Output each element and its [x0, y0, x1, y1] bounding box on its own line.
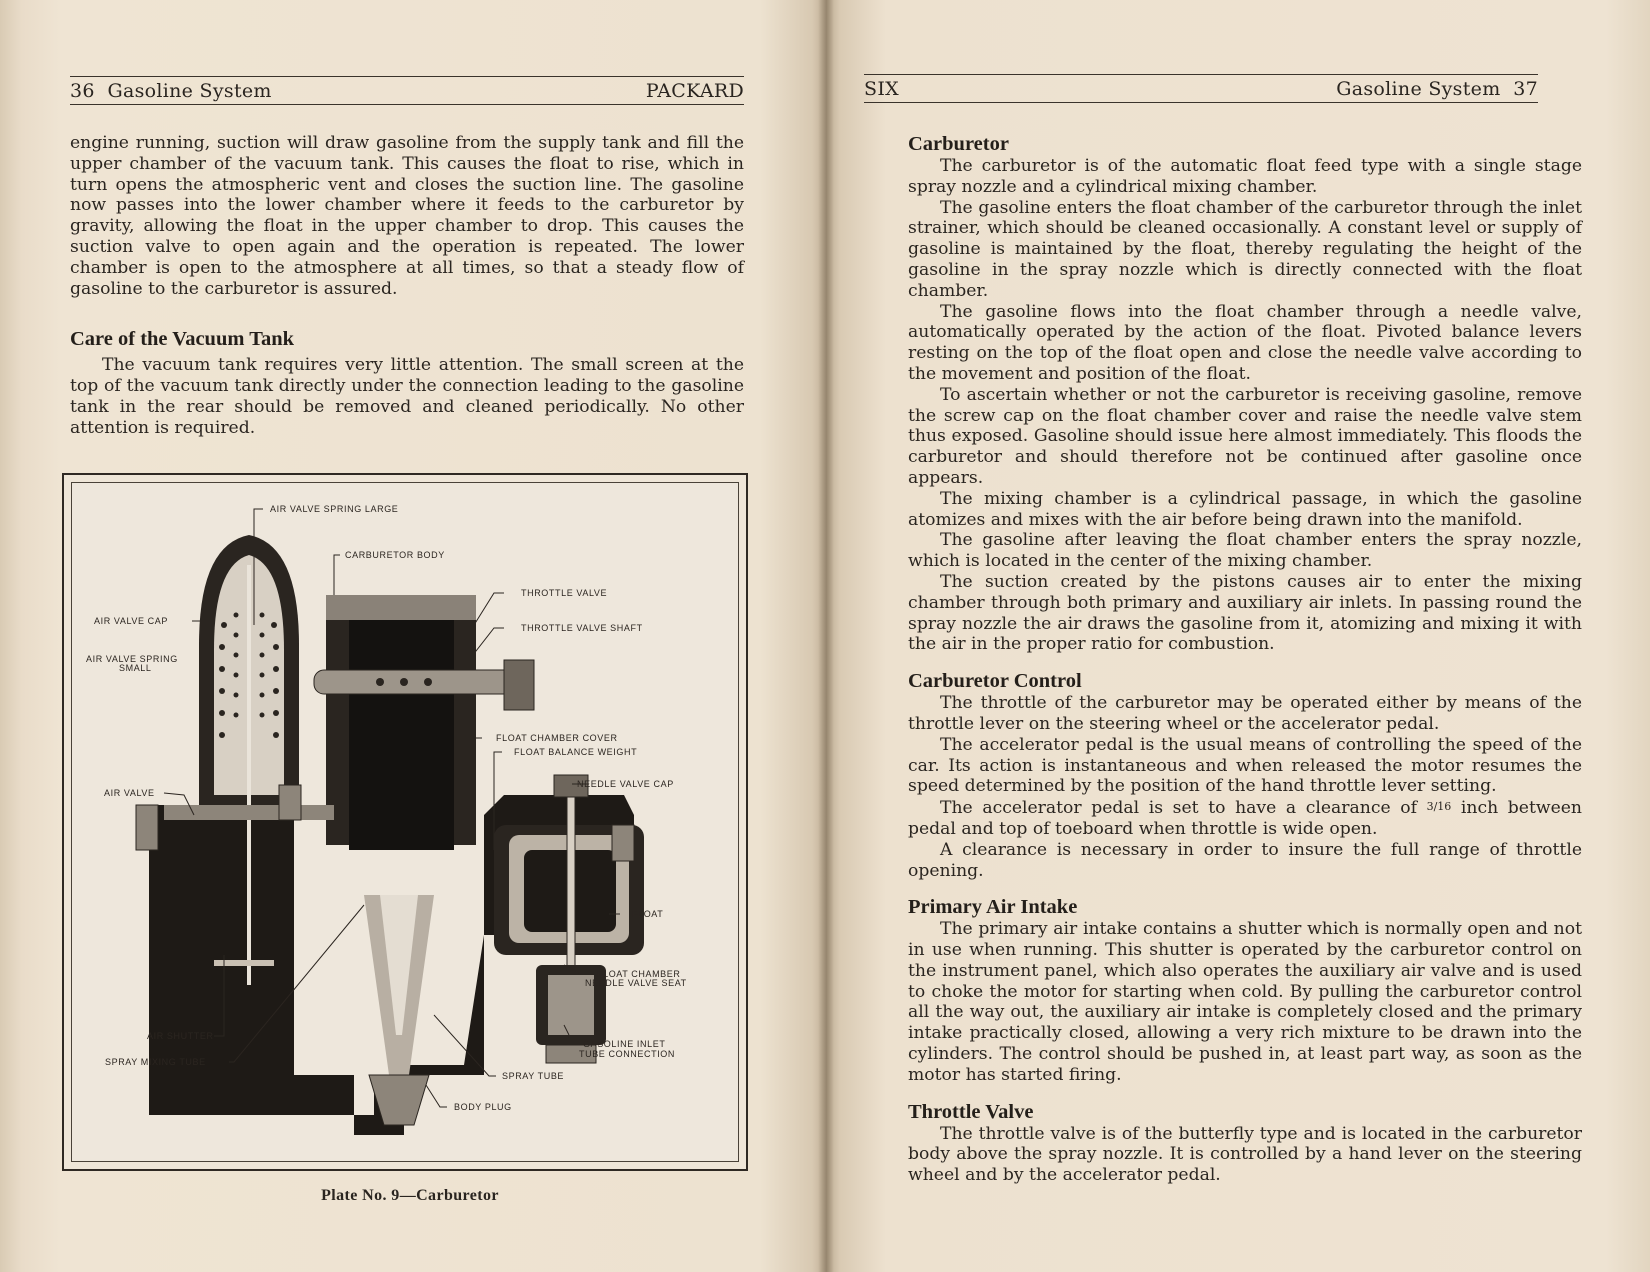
clearance-fraction: 3/16: [1426, 800, 1452, 814]
right-page-header: [864, 78, 1538, 103]
label-throttle-valve-shaft: THROTTLE VALVE SHAFT: [521, 623, 643, 633]
label-float-chamber-2: NEEDLE VALVE SEAT: [585, 978, 687, 988]
control-p2: The accelerator pedal is the usual means of controlling the speed of the car. Its action is instantaneous and when released the motor resumes the speed determined by the position of the hand throttle lever setting.: [908, 734, 1582, 797]
right-page: [826, 0, 1650, 1272]
label-float-chamber-1: FLOAT CHAMBER: [597, 969, 681, 979]
carburetor-p1: The carburetor is of the automatic float feed type with a single stage spray nozzle and a cylindrical mixing chamber.: [908, 156, 1582, 197]
label-air-valve: AIR VALVE: [104, 788, 155, 798]
control-p3: [908, 797, 1582, 840]
carburetor-p4: To ascertain whether or not the carburetor is receiving gasoline, remove the screw cap on the float chamber cover and raise the needle valve stem thus exposed. Gasoline should issue here almost immediately. This floods the carburetor and should therefore not be continued after gasoline once appears.: [908, 384, 1582, 488]
label-float-chamber-cover: FLOAT CHAMBER COVER: [496, 733, 618, 743]
carburetor-p7: The suction created by the pistons causes air to enter the mixing chamber through both primary and auxiliary air inlets. In passing round the spray nozzle the air draws the gasoline from it, atomizing and mixing it with the air in the proper ratio for combustion.: [908, 571, 1582, 655]
label-body-plug: BODY PLUG: [454, 1102, 512, 1112]
label-float-balance-weight: FLOAT BALANCE WEIGHT: [514, 747, 638, 757]
carburetor-control-heading: Carburetor Control: [908, 670, 1082, 693]
carburetor-heading: Carburetor: [908, 133, 1009, 155]
control-p3-after: inch between pedal and top of toeboard when throttle is wide open.: [908, 798, 1582, 839]
label-gasoline-inlet-2: TUBE CONNECTION: [579, 1049, 676, 1059]
carburetor-illustration: [64, 475, 746, 1169]
right-header-title: [1336, 78, 1538, 100]
throttle-valve-heading: Throttle Valve: [908, 1100, 1034, 1123]
control-p4: A clearance is necessary in order to insure the full range of throttle opening.: [908, 839, 1582, 881]
left-page-number: 36: [70, 80, 95, 102]
right-page-number: 37: [1513, 78, 1538, 100]
label-air-valve-spring-small-2: SMALL: [119, 663, 152, 673]
figure-caption: Plate No. 9—Carburetor: [321, 1187, 499, 1204]
carburetor-figure: [62, 473, 748, 1171]
left-brand: PACKARD: [645, 80, 744, 102]
left-page-header: [70, 80, 744, 105]
left-section-name: Gasoline System: [107, 80, 272, 102]
label-air-valve-spring-large: AIR VALVE SPRING LARGE: [270, 504, 399, 514]
label-spray-mixing-tube: SPRAY MIXING TUBE: [105, 1057, 206, 1067]
label-carburetor-body: CARBURETOR BODY: [345, 550, 445, 560]
label-throttle-valve: THROTTLE VALVE: [521, 588, 608, 598]
throttle-valve-p1: The throttle valve is of the butterfly type and is located in the carburetor body above the spray nozzle. It is controlled by a hand lever on the steering wheel and by the accelerator pedal.: [908, 1123, 1582, 1186]
carburetor-p5: The mixing chamber is a cylindrical passage, in which the gasoline atomizes and mixes with the air before being drawn into the manifold.: [908, 488, 1582, 530]
care-paragraph: The vacuum tank requires very little attention. The small screen at the top of the vacuum tank directly under the connection leading to the gasoline tank in the rear should be removed and cleaned periodically. No other attention is required.: [70, 355, 744, 438]
right-brand: SIX: [864, 78, 899, 100]
control-p3-before: The accelerator pedal is set to have a clearance of: [940, 798, 1417, 819]
book-gutter: [818, 0, 834, 1272]
primary-air-intake-heading: Primary Air Intake: [908, 896, 1078, 919]
intro-paragraph: engine running, suction will draw gasoline from the supply tank and fill the upper chamber of the vacuum tank. This causes the float to rise, which in turn opens the atmospheric vent and closes the suction line. The gasoline now passes into the lower chamber where it feeds to the carburetor by gravity, allowing the float in the upper chamber to drop. This causes the suction valve to open again and the operation is repeated. The lower chamber is open to the atmosphere at all times, so that a steady flow of gasoline to the carburetor is assured.: [70, 133, 744, 299]
label-air-valve-cap: AIR VALVE CAP: [94, 616, 168, 626]
carburetor-p6: The gasoline after leaving the float chamber enters the spray nozzle, which is located in the center of the mixing chamber.: [908, 530, 1582, 572]
label-air-valve-spring-small-1: AIR VALVE SPRING: [86, 654, 178, 664]
left-text-column: [70, 133, 744, 439]
control-p1: The throttle of the carburetor may be operated either by means of the throttle lever on the steering wheel or the accelerator pedal.: [908, 693, 1582, 734]
label-gasoline-inlet-1: GASOLINE INLET: [583, 1039, 666, 1049]
label-float: FLOAT: [632, 909, 664, 919]
label-air-shutter: AIR SHUTTER: [147, 1031, 214, 1041]
carburetor-p2: The gasoline enters the float chamber of the carburetor through the inlet strainer, which should be cleaned occasionally. A constant level or supply of gasoline is maintained by the float, thereby regulating the height of the gasoline in the spray nozzle which is directly connected with the float chamber.: [908, 197, 1582, 301]
label-spray-tube: SPRAY TUBE: [502, 1071, 565, 1081]
carburetor-p3: The gasoline flows into the float chamber through a needle valve, automatically operated by the action of the float. Pivoted balance levers resting on the top of the float open and close the needle valve according to the movement and position of the float.: [908, 301, 1582, 384]
label-needle-valve-cap: NEEDLE VALVE CAP: [577, 779, 674, 789]
air-intake-p1: The primary air intake contains a shutter which is normally open and not in use when running. This shutter is operated by the carburetor control on the instrument panel, which also operates the auxiliary air valve and is used to choke the motor for starting when cold. By pulling the carburetor control all the way out, the auxiliary air intake is completely closed and the primary intake practically closed, allowing a very rich mixture to be drawn into the cylinders. The control should be pushed in, at least part way, as soon as the motor has started firing.: [908, 919, 1582, 1085]
left-header-title: [70, 80, 272, 102]
right-section-name: Gasoline System: [1336, 78, 1501, 100]
care-heading: Care of the Vacuum Tank: [70, 328, 295, 351]
right-text-column: [908, 132, 1582, 1186]
